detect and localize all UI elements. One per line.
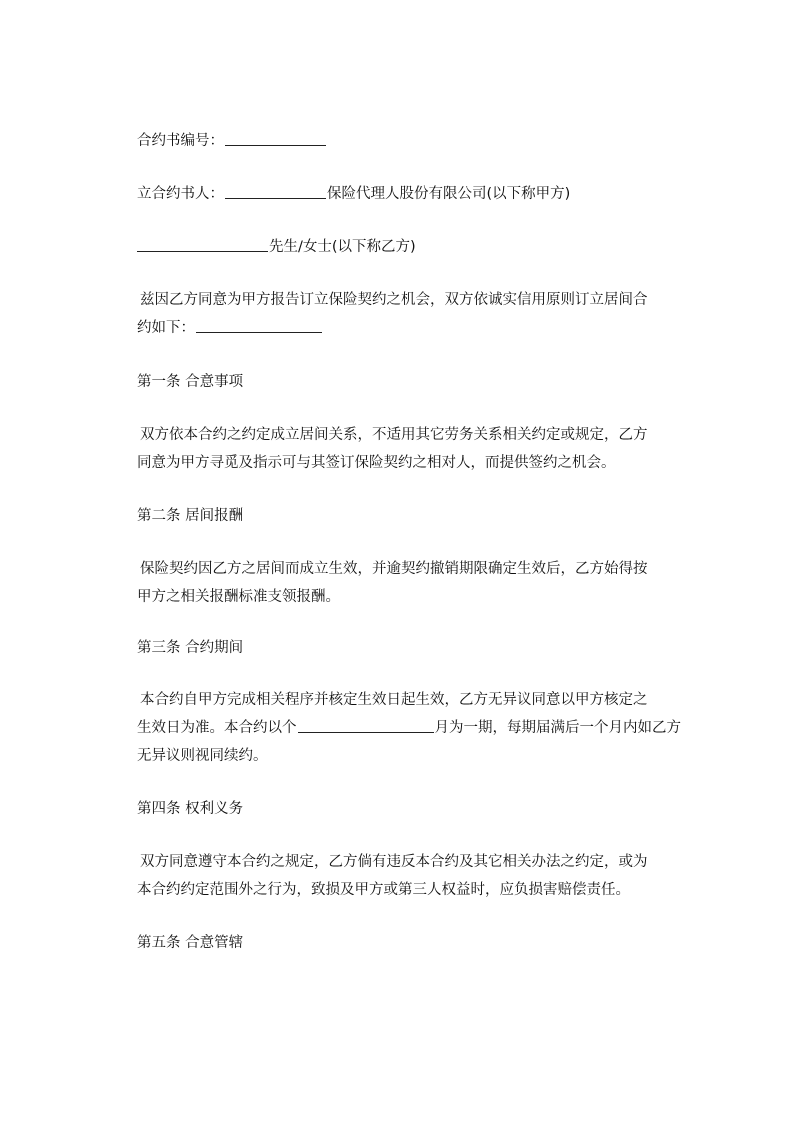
preamble-line-2-text: 约如下： (137, 320, 195, 336)
article-3-line-3: 无异议则视同续约。 (137, 748, 268, 764)
article-1-line-1: 双方依本合约之约定成立居间关系，不适用其它劳务关系相关约定或规定，乙方 (140, 427, 648, 443)
article-4-line-1: 双方同意遵守本合约之规定，乙方倘有违反本合约及其它相关办法之约定，或为 (140, 854, 648, 870)
period-months-blank[interactable] (298, 718, 434, 733)
preamble-line-2 (137, 318, 702, 338)
party-b-line (137, 237, 416, 257)
article-4-body (137, 852, 702, 900)
article-1-body (137, 425, 702, 473)
article-3-line-2-pre: 生效日为准。本合约以个 (137, 720, 297, 736)
preamble-blank[interactable] (196, 318, 322, 333)
contract-number-label: 合约书编号： (137, 133, 224, 149)
article-3-line-2 (137, 718, 702, 738)
article-2-line-1: 保险契约因乙方之居间而成立生效，并逾契约撤销期限确定生效后，乙方始得按 (140, 561, 648, 577)
party-b-blank[interactable] (137, 237, 268, 252)
article-3-title: 第三条 合约期间 (137, 640, 244, 656)
article-5-title: 第五条 合意管辖 (137, 935, 244, 951)
party-b-suffix: 先生/女士(以下称乙方) (269, 239, 416, 255)
article-1-title: 第一条 合意事项 (137, 374, 244, 390)
article-4-title: 第四条 权利义务 (137, 801, 244, 817)
party-a-blank[interactable] (225, 184, 326, 199)
article-2-body (137, 559, 702, 607)
article-2-line-2: 甲方之相关报酬标准支领报酬。 (137, 589, 340, 605)
article-3-line-2-post: 月为一期，每期届满后一个月内如乙方 (434, 720, 681, 736)
preamble-paragraph (137, 290, 702, 338)
preamble-line-1: 兹因乙方同意为甲方报告订立保险契约之机会，双方依诚实信用原则订立居间合 (140, 292, 648, 308)
article-2-title: 第二条 居间报酬 (137, 508, 244, 524)
article-1-line-2: 同意为甲方寻觅及指示可与其签订保险契约之相对人，而提供签约之机会。 (137, 455, 616, 471)
contract-number-blank[interactable] (225, 131, 326, 146)
article-3-line-1: 本合约自甲方完成相关程序并核定生效日起生效，乙方无异议同意以甲方核定之 (140, 692, 648, 708)
article-4-line-2: 本合约约定范围外之行为，致损及甲方或第三人权益时，应负损害赔偿责任。 (137, 882, 630, 898)
article-3-body (137, 690, 702, 766)
contract-number-line (137, 131, 327, 151)
party-a-label: 立合约书人： (137, 186, 224, 202)
party-a-line (137, 184, 570, 204)
party-a-suffix: 保险代理人股份有限公司(以下称甲方) (327, 186, 571, 202)
